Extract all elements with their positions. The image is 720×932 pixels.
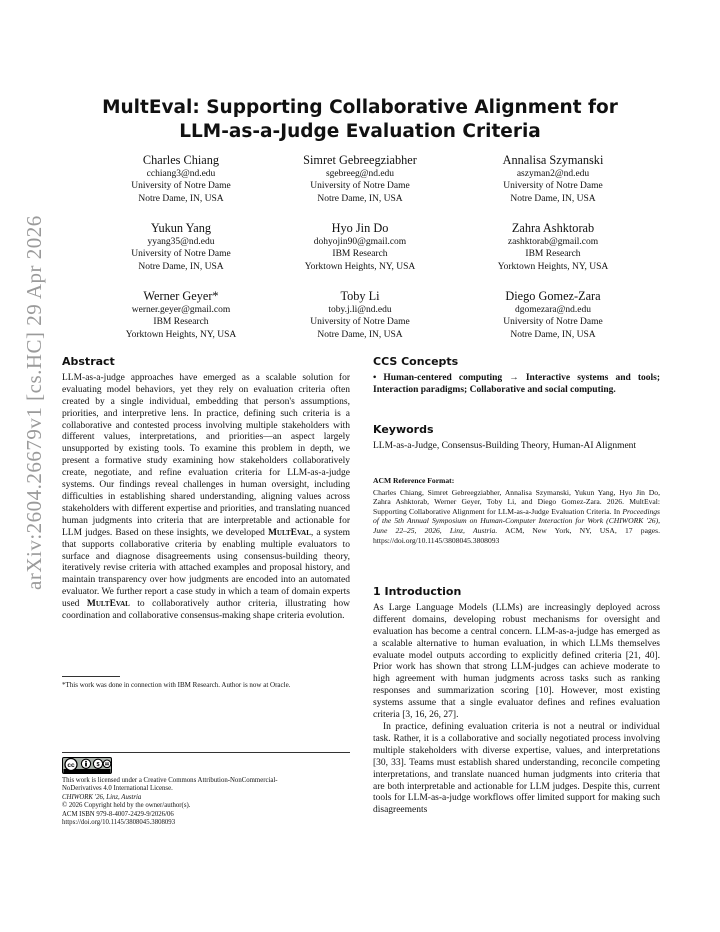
author-name: Werner Geyer* — [143, 289, 219, 303]
license-block — [62, 777, 350, 827]
author-name: Hyo Jin Do — [331, 221, 389, 235]
author-location: Notre Dame, IN, USA — [317, 329, 403, 340]
footnote-divider — [62, 676, 120, 677]
author-name: Zahra Ashktorab — [511, 221, 595, 235]
author-affiliation: University of Notre Dame — [503, 181, 603, 192]
author-affiliation: University of Notre Dame — [310, 181, 410, 192]
author-email[interactable]: cchiang3@nd.edu — [146, 169, 216, 179]
author-block — [265, 220, 455, 273]
author-name: Yukun Yang — [150, 221, 212, 235]
keywords-text: LLM-as-a-Judge, Consensus-Building Theory, Human-AI Alignment — [373, 440, 637, 451]
author-email[interactable]: zashktorab@gmail.com — [507, 237, 599, 247]
system-name: MultEval — [267, 527, 311, 538]
isbn-line: ACM ISBN 979-8-4007-2429-9/2026/06 — [62, 810, 174, 818]
author-block — [458, 152, 648, 205]
author-name: Charles Chiang — [142, 153, 220, 167]
svg-text:cc: cc — [67, 762, 75, 769]
license-divider — [62, 752, 350, 753]
author-block — [86, 220, 276, 273]
abstract-text-part: LLM-as-a-judge approaches have emerged as a scalable solution for evaluating model behaviors, yet they rely on evaluation criteria often created by a single individual, embedding that person's assumptions, priorities, and interpretive lens. In practice, defining such criteria is a collaborative and contested process involving multiple stakeholders with different values, interpretations, and priorities—an aspect largely unsupported by existing tools. To examine this problem in depth, we present a formative study examining how stakeholders collaboratively create, negotiate, and refine evaluation criteria for LLM-as-a-judge systems. Our findings reveal challenges in human oversight, including difficulties in establishing shared understanding, aligning values across stakeholders with different expertise and priorities, and translating nuanced human judgments into criteria that are interpretable and actionable for LLM judges. Based on these insights, we developed — [62, 372, 350, 538]
author-block — [86, 288, 276, 341]
conference-line: CHIWORK '26, Linz, Austria — [62, 793, 142, 801]
author-affiliation: IBM Research — [153, 317, 209, 328]
author-affiliation: IBM Research — [525, 249, 581, 260]
system-name: MultEval — [86, 599, 130, 610]
author-block — [86, 152, 276, 205]
author-email[interactable]: yyang35@nd.edu — [147, 237, 215, 247]
license-line: NoDerivatives 4.0 International License. — [62, 785, 173, 793]
author-block — [458, 288, 648, 341]
author-location: Notre Dame, IN, USA — [317, 193, 403, 204]
author-block — [265, 152, 455, 205]
abstract-text-part: to collaboratively author criteria, illustrating how coordination and collaborative consensus-making shape criteria evolution. — [62, 599, 350, 622]
introduction-paragraph-1: As Large Language Models (LLMs) are increasingly deployed across different domains, developing robust mechanisms for oversight and evaluation has become a central concern. LLM-as-a-judge has emerged as a scalable alternative to human evaluation, in which LLMs themselves evaluate model outputs according to explicitly defined criteria [21, 40]. Prior work has shown that strong LLM-judges can achieve moderate to high agreement with human judgments across tasks such as ranking responses and summarization scoring [10]. However, most existing systems assume that a single evaluator defines and refines evaluation criteria [3, 16, 26, 27]. — [373, 602, 660, 721]
introduction-heading: 1 Introduction — [373, 585, 462, 598]
doi-link[interactable]: https://doi.org/10.1145/3808045.3808093 — [62, 819, 176, 827]
keywords-heading: Keywords — [373, 423, 434, 436]
cc-license-badge-icon[interactable] — [62, 757, 112, 774]
author-name: Diego Gomez-Zara — [505, 289, 601, 303]
author-location: Yorktown Heights, NY, USA — [304, 261, 416, 272]
title-line-1: MultEval: Supporting Collaborative Alignment for — [102, 97, 618, 118]
author-location: Yorktown Heights, NY, USA — [125, 329, 237, 340]
ccs-concepts-text: • Human-centered computing → Interactive systems and tools; Interaction paradigms; Collaborative and social computing. — [373, 372, 660, 395]
svg-text:$: $ — [96, 762, 100, 768]
author-location: Notre Dame, IN, USA — [510, 193, 596, 204]
title-line-2: LLM-as-a-Judge Evaluation Criteria — [179, 121, 541, 142]
author-email[interactable]: toby.j.li@nd.edu — [328, 305, 392, 315]
author-block — [265, 288, 455, 341]
reference-format-label: ACM Reference Format: — [373, 476, 455, 485]
abstract-section — [62, 356, 350, 623]
ccs-section — [373, 356, 660, 397]
author-affiliation: University of Notre Dame — [131, 181, 231, 192]
author-footnote: *This work was done in connection with IBM Research. Author is now at Oracle. — [62, 681, 291, 689]
author-location: Notre Dame, IN, USA — [510, 329, 596, 340]
acm-reference-format — [373, 476, 660, 545]
arxiv-identifier-stamp: arXiv:2604.26679v1 [cs.HC] 29 Apr 2026 — [22, 215, 46, 590]
author-location: Yorktown Heights, NY, USA — [497, 261, 609, 272]
reference-text: ACM, New York, NY, USA, 17 pages. https://doi.org/10.1145/3808045.3808093 — [373, 525, 660, 545]
author-affiliation: University of Notre Dame — [131, 249, 231, 260]
author-name: Annalisa Szymanski — [502, 153, 604, 167]
author-name: Toby Li — [340, 289, 380, 303]
author-affiliation: IBM Research — [332, 249, 388, 260]
author-location: Notre Dame, IN, USA — [138, 261, 224, 272]
ccs-heading: CCS Concepts — [373, 355, 459, 368]
author-email[interactable]: aszyman2@nd.edu — [516, 169, 590, 179]
paper-title — [80, 96, 640, 144]
author-email[interactable]: dohyojin90@gmail.com — [313, 237, 407, 247]
reference-proceedings: Proceedings of the 5th Annual Symposium on Human-Computer Interaction for Work (CHIWORK '26), June 22–25, 2026, Linz, Austria. — [373, 506, 660, 535]
keywords-section — [373, 424, 660, 453]
license-line: This work is licensed under a Creative Commons Attribution-NonCommercial- — [62, 777, 278, 784]
author-location: Notre Dame, IN, USA — [138, 193, 224, 204]
abstract-heading: Abstract — [62, 355, 115, 368]
introduction-paragraph-2: In practice, defining evaluation criteria is not a neutral or individual task. Rather, it is a collaborative and socially negotiated process involving multiple stakeholders with diverse expertise, values, and interpretations [30, 33]. Teams must establish shared understanding, reconcile competing interpretations, and translate nuanced human judgments into criteria that are both interpretable and actionable for LLM judges. Despite this, current tools for LLM-as-a-judge workflows offer limited support for making such disagreements — [373, 721, 660, 816]
author-email[interactable]: dgomezara@nd.edu — [514, 305, 591, 315]
author-email[interactable]: sgebreeg@nd.edu — [325, 169, 395, 179]
author-name: Simret Gebreegziabher — [303, 153, 417, 167]
abstract-text — [62, 373, 350, 623]
author-affiliation: University of Notre Dame — [310, 317, 410, 328]
author-email[interactable]: werner.geyer@gmail.com — [131, 305, 231, 315]
author-block — [458, 220, 648, 273]
copyright-line: © 2026 Copyright held by the owner/author(s). — [62, 802, 191, 810]
abstract-text-part: , a system that supports collaborative criteria by enabling multiple evaluators to surface and diagnose disagreements using consensus-building theory, iteratively revise criteria with attached examples and proposal history, and maintain transparency over how judgments are encoded into an automated evaluator. We further report a case study in which a team of domain experts used — [62, 527, 350, 610]
introduction-section — [373, 586, 660, 817]
reference-text: Charles Chiang, Simret Gebreegziabher, Annalisa Szymanski, Yukun Yang, Hyo Jin Do, Zahra Ashktorab, Werner Geyer, Toby Li, and Diego Gomez-Zara. 2026. MultEval: Supporting Collaborative Alignment for LLM-as-a-Judge Evaluation Criteria. In — [373, 487, 660, 516]
author-affiliation: University of Notre Dame — [503, 317, 603, 328]
